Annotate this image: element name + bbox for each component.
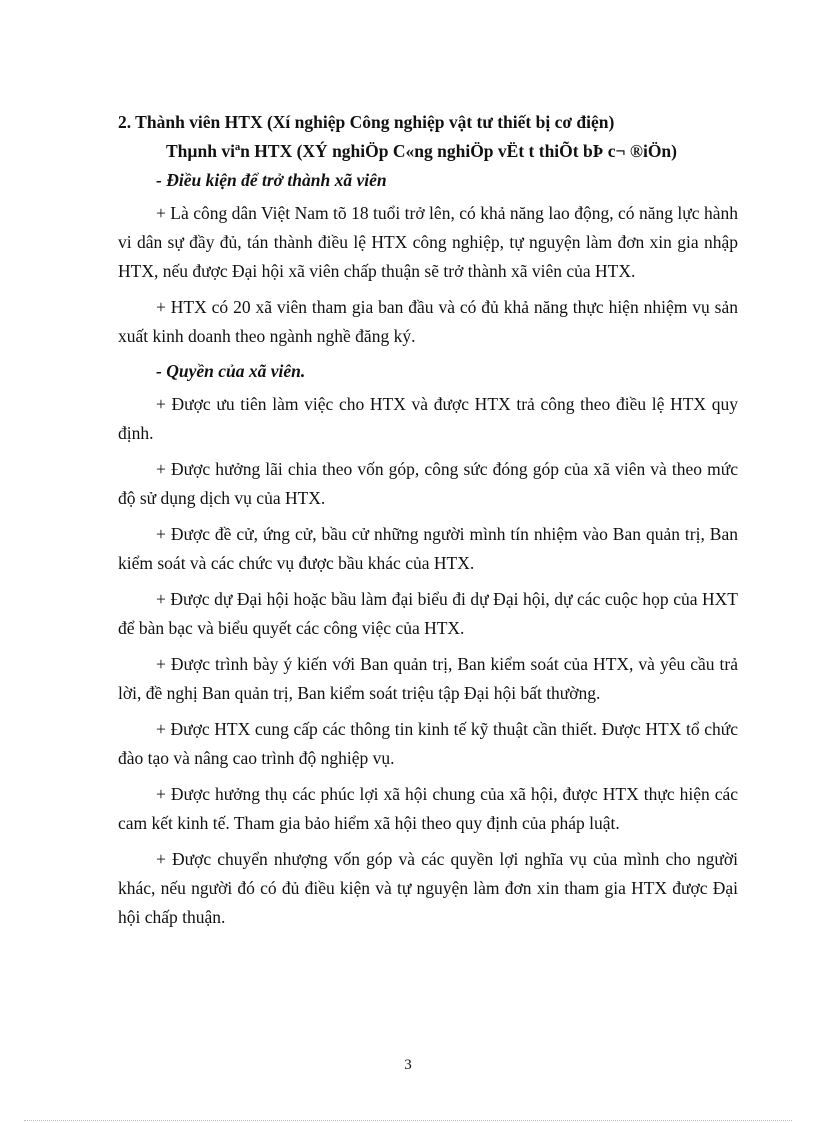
paragraph: + Được trình bày ý kiến với Ban quản trị, Ban kiểm soát của HTX, và yêu cầu trả lời, đề nghị Ban quản trị, Ban kiểm soát triệu tập Đại hội bất thường.	[118, 654, 738, 703]
paragraph: + HTX có 20 xã viên tham gia ban đầu và có đủ khả năng thực hiện nhiệm vụ sản xuất kinh doanh theo ngành nghề đăng ký.	[118, 297, 738, 346]
page-content	[118, 108, 738, 932]
paragraph: + Được ưu tiên làm việc cho HTX và được HTX trả công theo điều lệ HTX quy định.	[118, 394, 738, 443]
page-number: 3	[404, 1057, 412, 1073]
paragraph: + Được hưởng thụ các phúc lợi xã hội chung của xã hội, được HTX thực hiện các cam kết kinh tế. Tham gia bảo hiểm xã hội theo quy định của pháp luật.	[118, 784, 738, 833]
subsection-title-conditions: - Điều kiện để trở thành xã viên	[156, 170, 387, 190]
paragraph: + Được hưởng lãi chia theo vốn góp, công sức đóng góp của xã viên và theo mức độ sử dụng dịch vụ của HTX.	[118, 459, 738, 508]
paragraph: + Được đề cử, ứng cử, bầu cử những người mình tín nhiệm vào Ban quản trị, Ban kiểm soát và các chức vụ được bầu khác của HTX.	[118, 524, 738, 573]
section-heading: 2. Thành viên HTX (Xí nghiệp Công nghiệp vật tư thiết bị cơ điện)	[118, 112, 615, 132]
paragraph: + Được chuyển nhượng vốn góp và các quyền lợi nghĩa vụ của mình cho người khác, nếu người đó có đủ điều kiện và tự nguyện làm đơn xin tham gia HTX được Đại hội chấp thuận.	[118, 849, 738, 927]
section-heading-garbled: Thµnh viªn HTX (XÝ nghiÖp C«ng nghiÖp vËt t thiÕt bÞ c¬ ®iÖn)	[166, 141, 677, 161]
page-bottom-divider	[24, 1120, 792, 1121]
subsection-title-rights: - Quyền của xã viên.	[156, 361, 306, 381]
paragraph: + Được HTX cung cấp các thông tin kinh tế kỹ thuật cần thiết. Được HTX tổ chức đào tạo và nâng cao trình độ nghiệp vụ.	[118, 719, 738, 768]
paragraph: + Được dự Đại hội hoặc bầu làm đại biểu đi dự Đại hội, dự các cuộc họp của HXT để bàn bạc và biểu quyết các công việc của HTX.	[118, 589, 738, 638]
paragraph: + Là công dân Việt Nam tõ 18 tuổi trở lên, có khả năng lao động, có năng lực hành vi dân sự đầy đủ, tán thành điều lệ HTX công nghiệp, tự nguyện làm đơn xin gia nhập HTX, nếu được Đại hội xã viên chấp thuận sẽ trở thành xã viên của HTX.	[118, 203, 738, 281]
